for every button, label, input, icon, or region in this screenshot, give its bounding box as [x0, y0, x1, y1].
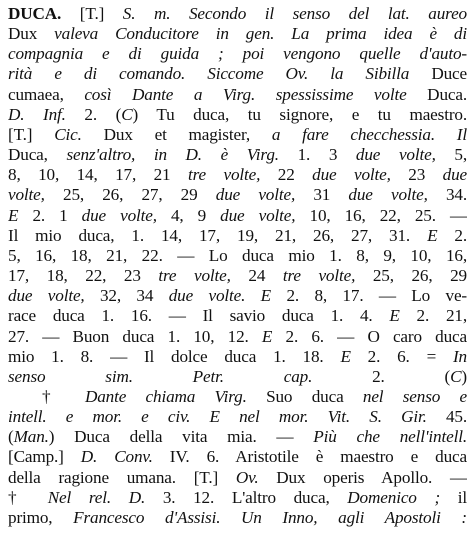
text-run: 27. — Buon duca 1. 10, 12.	[8, 326, 262, 346]
text-run: [Camp.]	[8, 447, 81, 467]
text-run: Duca,	[8, 145, 67, 165]
text-run: 31	[295, 185, 349, 205]
italic-run: Domenico ;	[347, 487, 441, 507]
text-line	[8, 44, 467, 64]
italic-run: Dante chiama Virg.	[84, 386, 247, 406]
text-run: 34.	[427, 185, 467, 205]
italic-run: E	[8, 205, 19, 225]
text-run: 2. (	[65, 104, 122, 124]
text-line	[8, 145, 467, 165]
italic-run: senso sim. Petr. cap.	[8, 366, 313, 386]
italic-run: Cic.	[54, 124, 82, 144]
text-run: 23	[390, 165, 443, 185]
text-run: 22	[260, 165, 313, 185]
text-line	[8, 347, 467, 367]
italic-run: Nel rel. D.	[47, 487, 146, 507]
text-run: †	[42, 386, 85, 406]
text-run: 2. 21,	[399, 306, 467, 326]
italic-run: Più che nell'intell.	[313, 427, 467, 447]
text-line	[8, 165, 467, 185]
text-run: della ragione umana. [T.]	[8, 467, 236, 487]
italic-run: E	[427, 225, 438, 245]
text-run: il	[440, 487, 467, 507]
text-line	[8, 468, 467, 488]
italic-run: rità e di comando. Siccome Ov. la Sibilla	[8, 64, 410, 84]
italic-run: S. m. Secondo il senso del lat. aureo	[122, 4, 467, 23]
text-run: 2. 6. — O caro duca	[272, 326, 467, 346]
italic-run: C	[450, 366, 462, 386]
italic-run: Ov.	[235, 467, 259, 487]
italic-run: volte,	[8, 185, 45, 205]
text-line	[8, 246, 467, 266]
italic-run: due volte,	[81, 205, 157, 225]
text-run: Duce	[409, 64, 467, 84]
text-line	[8, 407, 467, 427]
italic-run: due volte,	[312, 165, 391, 185]
text-run: 17, 18, 22, 23	[8, 266, 159, 286]
text-run: 32, 34	[84, 286, 169, 306]
italic-run: così Dante a Virg. spessissime volte	[84, 84, 407, 104]
text-run: 25, 26, 29	[355, 266, 467, 286]
text-line	[8, 85, 467, 105]
italic-run: senz'altro, in D. è Virg.	[66, 145, 279, 165]
italic-run: C	[121, 104, 133, 124]
text-run: )	[461, 366, 467, 386]
text-run: cumaea,	[8, 84, 85, 104]
text-run: 4, 9	[156, 205, 221, 225]
text-run: 25, 26, 27, 29	[44, 185, 216, 205]
italic-run: due volte,	[355, 145, 436, 165]
text-run: Il mio duca, 1. 14, 17, 19, 21, 26, 27, 31.	[8, 225, 428, 245]
italic-run: compagnia e di guida ; poi vengono quelle d'auto-	[8, 44, 467, 64]
italic-run: In	[452, 346, 467, 366]
text-run: 2. 6. =	[350, 346, 453, 366]
text-line	[8, 327, 467, 347]
text-run: 2. 1	[18, 205, 82, 225]
italic-run: due volte,	[8, 286, 85, 306]
italic-run: E	[340, 346, 351, 366]
text-run: race duca 1. 16. — Il savio duca 1. 4.	[8, 306, 390, 326]
text-run: 2.	[437, 225, 467, 245]
text-run: ) Tu duca, tu signore, e tu maestro.	[132, 104, 467, 124]
text-run: [T.]	[8, 124, 55, 144]
italic-run: E	[261, 326, 273, 346]
italic-run: Man.	[13, 427, 49, 447]
text-run: Suo duca	[246, 386, 363, 406]
text-run: 5, 16, 18, 21, 22. — Lo duca mio 1. 8, 9, 10, 16,	[8, 245, 467, 265]
text-run: IV. 6. Aristotile è maestro e duca	[152, 447, 467, 467]
text-line	[8, 447, 467, 467]
text-run: primo,	[8, 507, 74, 527]
italic-run: D. Inf.	[8, 104, 66, 124]
text-line	[8, 24, 467, 44]
text-line	[8, 286, 467, 306]
italic-run: due volte. E	[168, 286, 272, 306]
italic-run: a fare checchessia. Il	[271, 124, 467, 144]
text-run: 1. 3	[278, 145, 356, 165]
italic-run: tre volte,	[187, 165, 261, 185]
text-run: 24	[230, 266, 283, 286]
italic-run: due	[442, 165, 467, 185]
italic-run: due volte,	[348, 185, 428, 205]
headword: DUCA.	[8, 4, 62, 23]
text-line	[8, 387, 467, 407]
italic-run: due volte,	[215, 185, 296, 205]
text-line	[8, 206, 467, 226]
text-line	[8, 185, 467, 205]
text-line	[8, 125, 467, 145]
italic-run: tre volte,	[282, 266, 356, 286]
italic-run: valeva Conducitore in gen. La prima idea è di	[54, 24, 467, 44]
text-run: 8, 10, 14, 17, 21	[8, 165, 188, 185]
text-line	[8, 226, 467, 246]
text-run: Dux	[8, 24, 55, 44]
text-line	[8, 4, 467, 24]
text-run: Dux operis Apollo. —	[258, 467, 467, 487]
italic-run: intell. e mor. e civ. E nel mor. Vit. S. Gir.	[8, 407, 427, 427]
text-run: 2. 8, 17. — Lo ve-	[271, 286, 467, 306]
text-run: mio 1. 8. — Il dolce duca 1. 18.	[8, 346, 341, 366]
italic-run: due volte,	[220, 205, 296, 225]
text-line	[8, 266, 467, 286]
text-line	[8, 306, 467, 326]
text-line	[8, 427, 467, 447]
italic-run: Francesco d'Assisi. Un Inno, agli Apostoli :	[73, 507, 467, 527]
text-run: Duca.	[406, 84, 467, 104]
text-run: Dux et magister,	[81, 124, 272, 144]
text-run: (	[8, 427, 14, 447]
text-run: 5,	[435, 145, 467, 165]
text-run: 2. (	[312, 366, 451, 386]
text-run: ) Duca della vita mia. —	[48, 427, 314, 447]
text-run: †	[8, 487, 48, 507]
italic-run: D. Conv.	[80, 447, 153, 467]
text-run: 45.	[426, 407, 467, 427]
italic-run: tre volte,	[158, 266, 231, 286]
text-line	[8, 367, 467, 387]
text-line	[8, 508, 467, 528]
italic-run: nel senso e	[362, 386, 467, 406]
italic-run: E	[389, 306, 400, 326]
text-line	[8, 488, 467, 508]
text-run: 3. 12. L'altro duca,	[145, 487, 348, 507]
text-run: [T.]	[61, 4, 123, 23]
text-line	[8, 105, 467, 125]
text-line	[8, 64, 467, 84]
text-run: 10, 16, 22, 25. —	[295, 205, 467, 225]
